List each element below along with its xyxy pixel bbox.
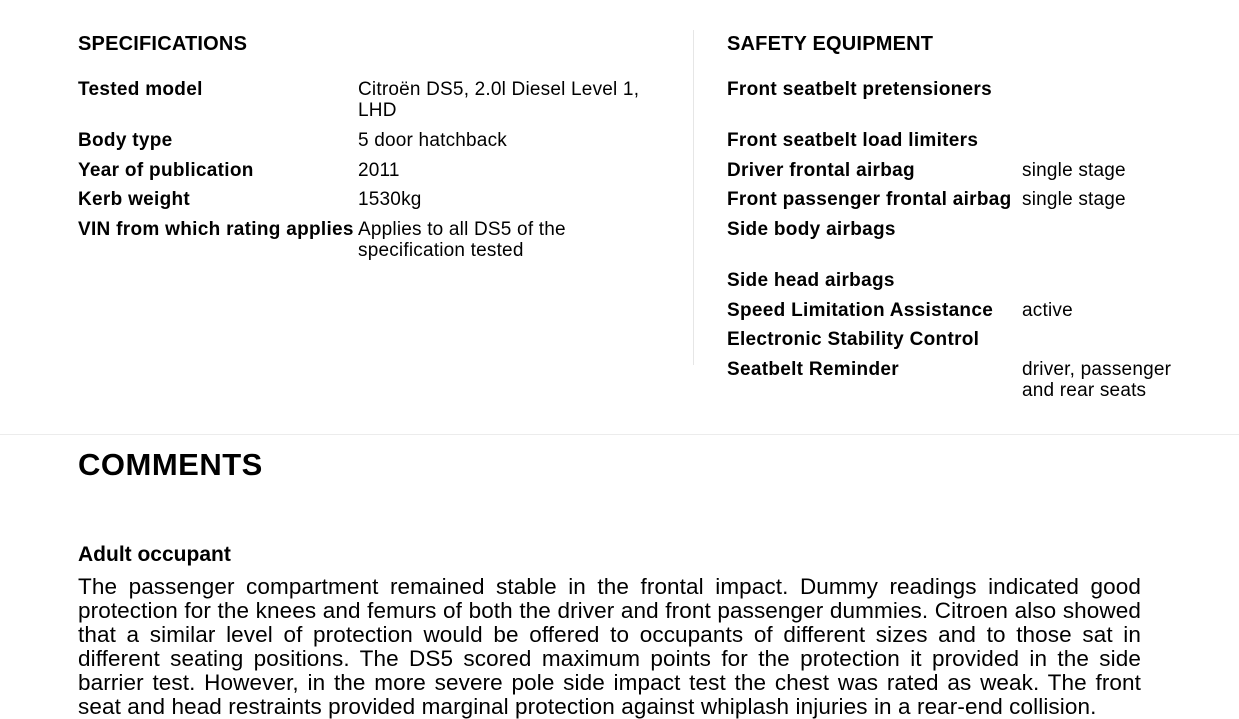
spec-label-tested-model: Tested model — [78, 79, 203, 100]
spec-value-body-type: 5 door hatchback — [358, 130, 507, 151]
spec-value-vin: Applies to all DS5 of the specification tested — [358, 219, 566, 261]
safety-label-driver-airbag: Driver frontal airbag — [727, 160, 915, 181]
safety-label-side-head-airbags: Side head airbags — [727, 270, 895, 291]
spec-value-kerb-weight: 1530kg — [358, 189, 422, 210]
spec-value-tested-model: Citroën DS5, 2.0l Diesel Level 1, LHD — [358, 79, 640, 121]
safety-label-passenger-airbag: Front passenger frontal airbag — [727, 189, 1012, 210]
safety-label-esc: Electronic Stability Control — [727, 329, 980, 350]
adult-occupant-paragraph: The passenger compartment remained stable in the frontal impact. Dummy readings indicated good protection for the knees and femurs of both the driver and front passenger dummies. Citroen also showed that a similar level of protection would be offered to occupants of different sizes and to those sat in different seating positions. The DS5 scored maximum points for the protection it provided in the side barrier test. However, in the more severe pole side impact test the chest was rated as weak. The front seat and head restraints provided marginal protection against whiplash injuries in a rear-end collision. — [78, 574, 1141, 719]
section-divider — [0, 434, 1239, 435]
safety-label-seatbelt-reminder: Seatbelt Reminder — [727, 359, 899, 380]
spec-value-year: 2011 — [358, 160, 400, 181]
safety-value-seatbelt-reminder: driver, passenger and rear seats — [1022, 359, 1172, 401]
safety-label-side-body-airbags: Side body airbags — [727, 219, 896, 240]
specifications-heading: SPECIFICATIONS — [78, 33, 248, 55]
column-divider — [693, 30, 694, 365]
spec-label-body-type: Body type — [78, 130, 173, 151]
safety-equipment-heading: SAFETY EQUIPMENT — [727, 33, 934, 55]
spec-label-year: Year of publication — [78, 160, 254, 181]
safety-value-passenger-airbag: single stage — [1022, 189, 1126, 210]
safety-label-speed-limitation: Speed Limitation Assistance — [727, 300, 994, 321]
safety-label-load-limiters: Front seatbelt load limiters — [727, 130, 979, 151]
spec-label-vin: VIN from which rating applies — [78, 219, 354, 240]
safety-value-speed-limitation: active — [1022, 300, 1073, 321]
safety-label-pretensioners: Front seatbelt pretensioners — [727, 79, 992, 100]
comments-heading: COMMENTS — [78, 447, 263, 482]
safety-value-driver-airbag: single stage — [1022, 160, 1126, 181]
spec-label-kerb-weight: Kerb weight — [78, 189, 191, 210]
adult-occupant-heading: Adult occupant — [78, 543, 231, 566]
